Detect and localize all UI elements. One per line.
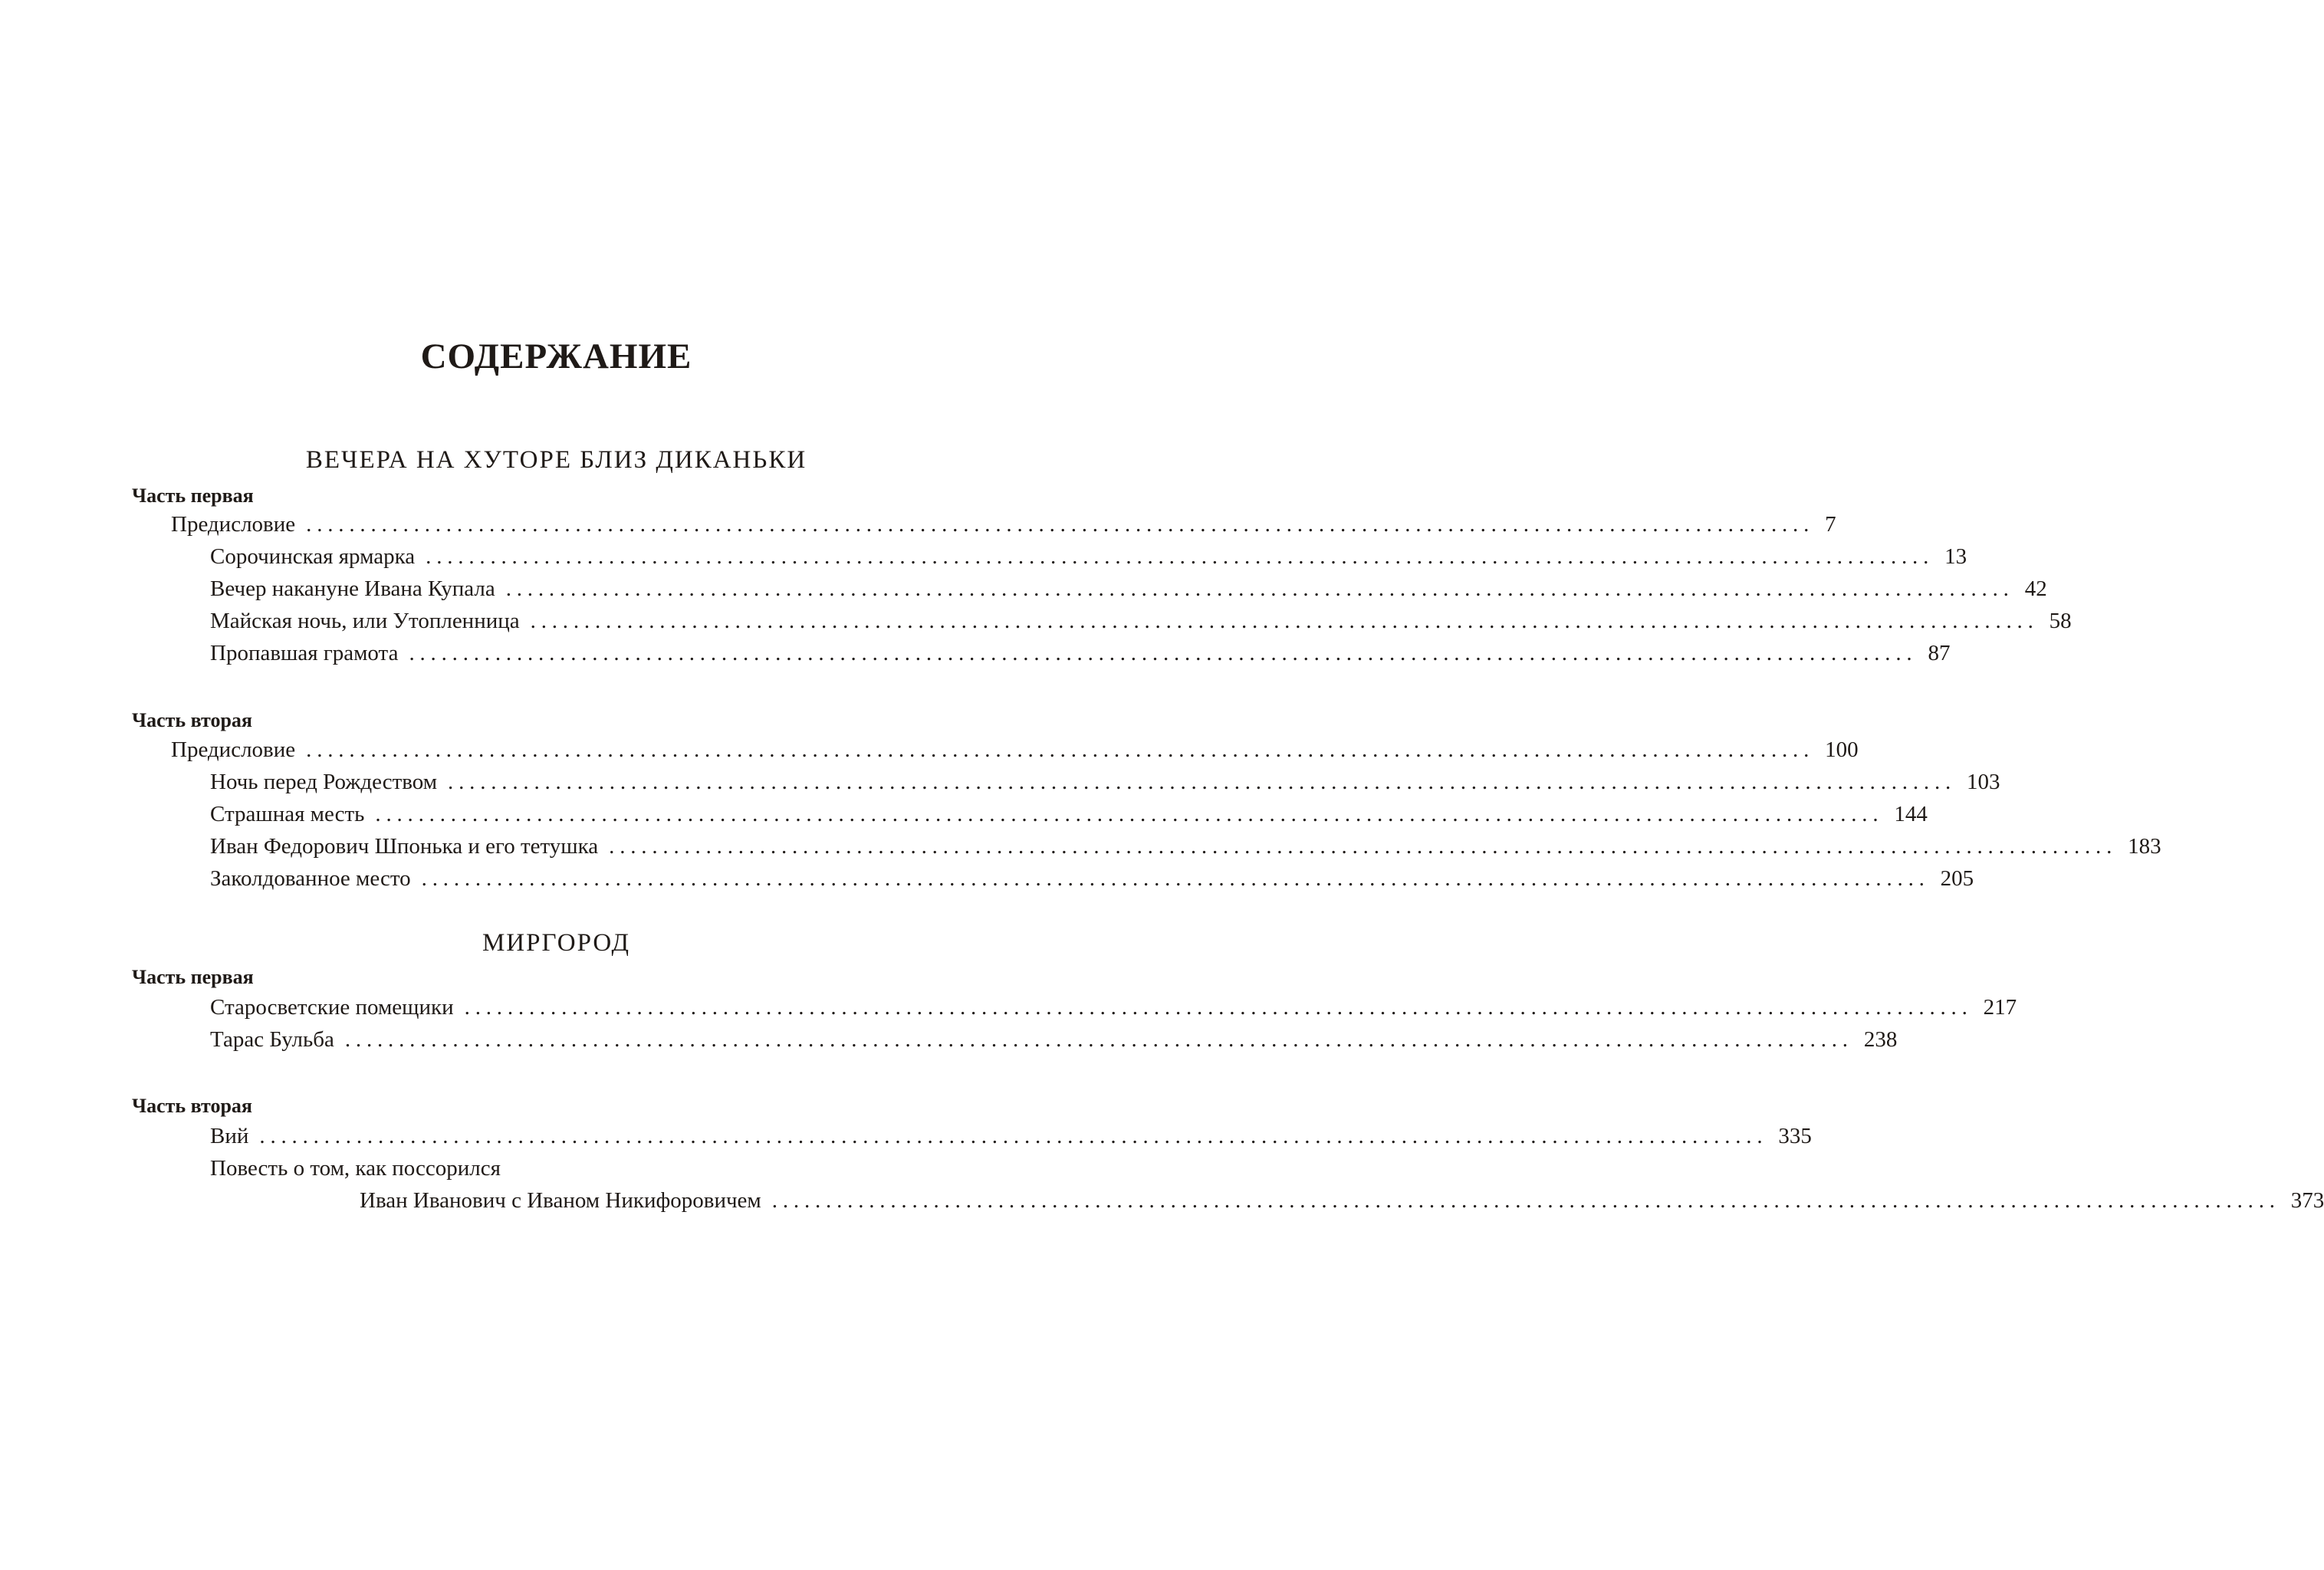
dot-leader: ............................................................................................................................................	[505, 576, 2014, 601]
toc-entry-title: Старосветские помещики	[210, 995, 454, 1020]
toc-entry-title: Пропавшая грамота	[210, 641, 399, 665]
dot-leader: ............................................................................................................................................	[344, 1027, 1853, 1052]
toc-entry-page: 87	[1928, 641, 1951, 665]
dot-leader: ............................................................................................................................................	[426, 544, 1934, 569]
dot-leader: ............................................................................................................................................	[409, 641, 1918, 665]
toc-entry[interactable]	[360, 1188, 2324, 1214]
part-heading: Часть вторая	[132, 1095, 252, 1117]
toc-entry[interactable]	[210, 1124, 1812, 1149]
toc-entry-page: 58	[2049, 609, 2072, 633]
dot-leader: ............................................................................................................................................	[771, 1188, 2280, 1213]
toc-entry-page: 100	[1825, 737, 1859, 762]
toc-entry-title: Сорочинская ярмарка	[210, 544, 416, 569]
toc-entry-title: Страшная месть	[210, 802, 365, 826]
toc-entry-page: 183	[2128, 834, 2161, 859]
dot-leader: ............................................................................................................................................	[306, 737, 1815, 762]
toc-entry-page: 103	[1967, 770, 2000, 794]
toc-entry[interactable]	[210, 609, 2072, 634]
toc-entry[interactable]	[210, 770, 2000, 795]
dot-leader: ............................................................................................................................................	[306, 512, 1815, 537]
toc-entry-title: Заколдованное место	[210, 866, 411, 891]
page-title: СОДЕРЖАНИЕ	[420, 337, 692, 376]
toc-entry-page: 144	[1894, 802, 1928, 826]
toc-entry[interactable]	[210, 576, 2047, 602]
part-heading: Часть вторая	[132, 709, 252, 731]
toc-entry-title: Майская ночь, или Утопленница	[210, 609, 520, 633]
toc-entry-title: Вий	[210, 1124, 249, 1148]
dot-leader: ............................................................................................................................................	[375, 802, 1884, 826]
toc-entry-title: Предисловие	[171, 737, 296, 762]
toc-entry-title: Тарас Бульба	[210, 1027, 334, 1052]
dot-leader: ............................................................................................................................................	[421, 866, 1930, 891]
toc-entry-page: 13	[1944, 544, 1967, 569]
dot-leader: ............................................................................................................................................	[609, 834, 2118, 859]
dot-leader: ............................................................................................................................................	[464, 995, 1973, 1020]
toc-entry[interactable]	[210, 544, 1967, 570]
toc-entry-page: 217	[1983, 995, 2017, 1020]
toc-entry-page: 238	[1863, 1027, 1898, 1052]
toc-entry[interactable]	[210, 802, 1928, 827]
toc-entry[interactable]	[210, 641, 1951, 666]
toc-entry[interactable]	[171, 737, 1859, 763]
toc-entry-title: Вечер накануне Ивана Купала	[210, 576, 495, 601]
toc-entry-title-line1[interactable]: Повесть о том, как поссорился	[210, 1156, 501, 1181]
toc-entry-title: Иван Федорович Шпонька и его тетушка	[210, 834, 599, 859]
toc-entry-title: Ночь перед Рождеством	[210, 770, 438, 794]
toc-entry[interactable]	[210, 1027, 1898, 1053]
toc-entry-title: Предисловие	[171, 512, 296, 537]
part-heading: Часть первая	[132, 966, 254, 988]
toc-entry[interactable]	[210, 834, 2161, 859]
toc-entry[interactable]	[210, 866, 1974, 892]
dot-leader: ............................................................................................................................................	[259, 1124, 1768, 1148]
dot-leader: ............................................................................................................................................	[530, 609, 2039, 633]
section-title: ВЕЧЕРА НА ХУТОРЕ БЛИЗ ДИКАНЬКИ	[305, 446, 807, 474]
toc-entry-page: 205	[1940, 866, 1974, 891]
toc-entry-page: 7	[1825, 512, 1836, 537]
toc-entry[interactable]	[171, 512, 1836, 537]
toc-entry[interactable]	[210, 995, 2017, 1020]
toc-entry-page: 335	[1778, 1124, 1812, 1148]
toc-entry-title: Иван Иванович с Иваном Никифоровичем	[360, 1188, 761, 1213]
dot-leader: ............................................................................................................................................	[448, 770, 1957, 794]
part-heading: Часть первая	[132, 484, 254, 507]
section-title: МИРГОРОД	[482, 929, 631, 957]
toc-entry-page: 373	[2290, 1188, 2324, 1213]
toc-entry-page: 42	[2024, 576, 2047, 601]
